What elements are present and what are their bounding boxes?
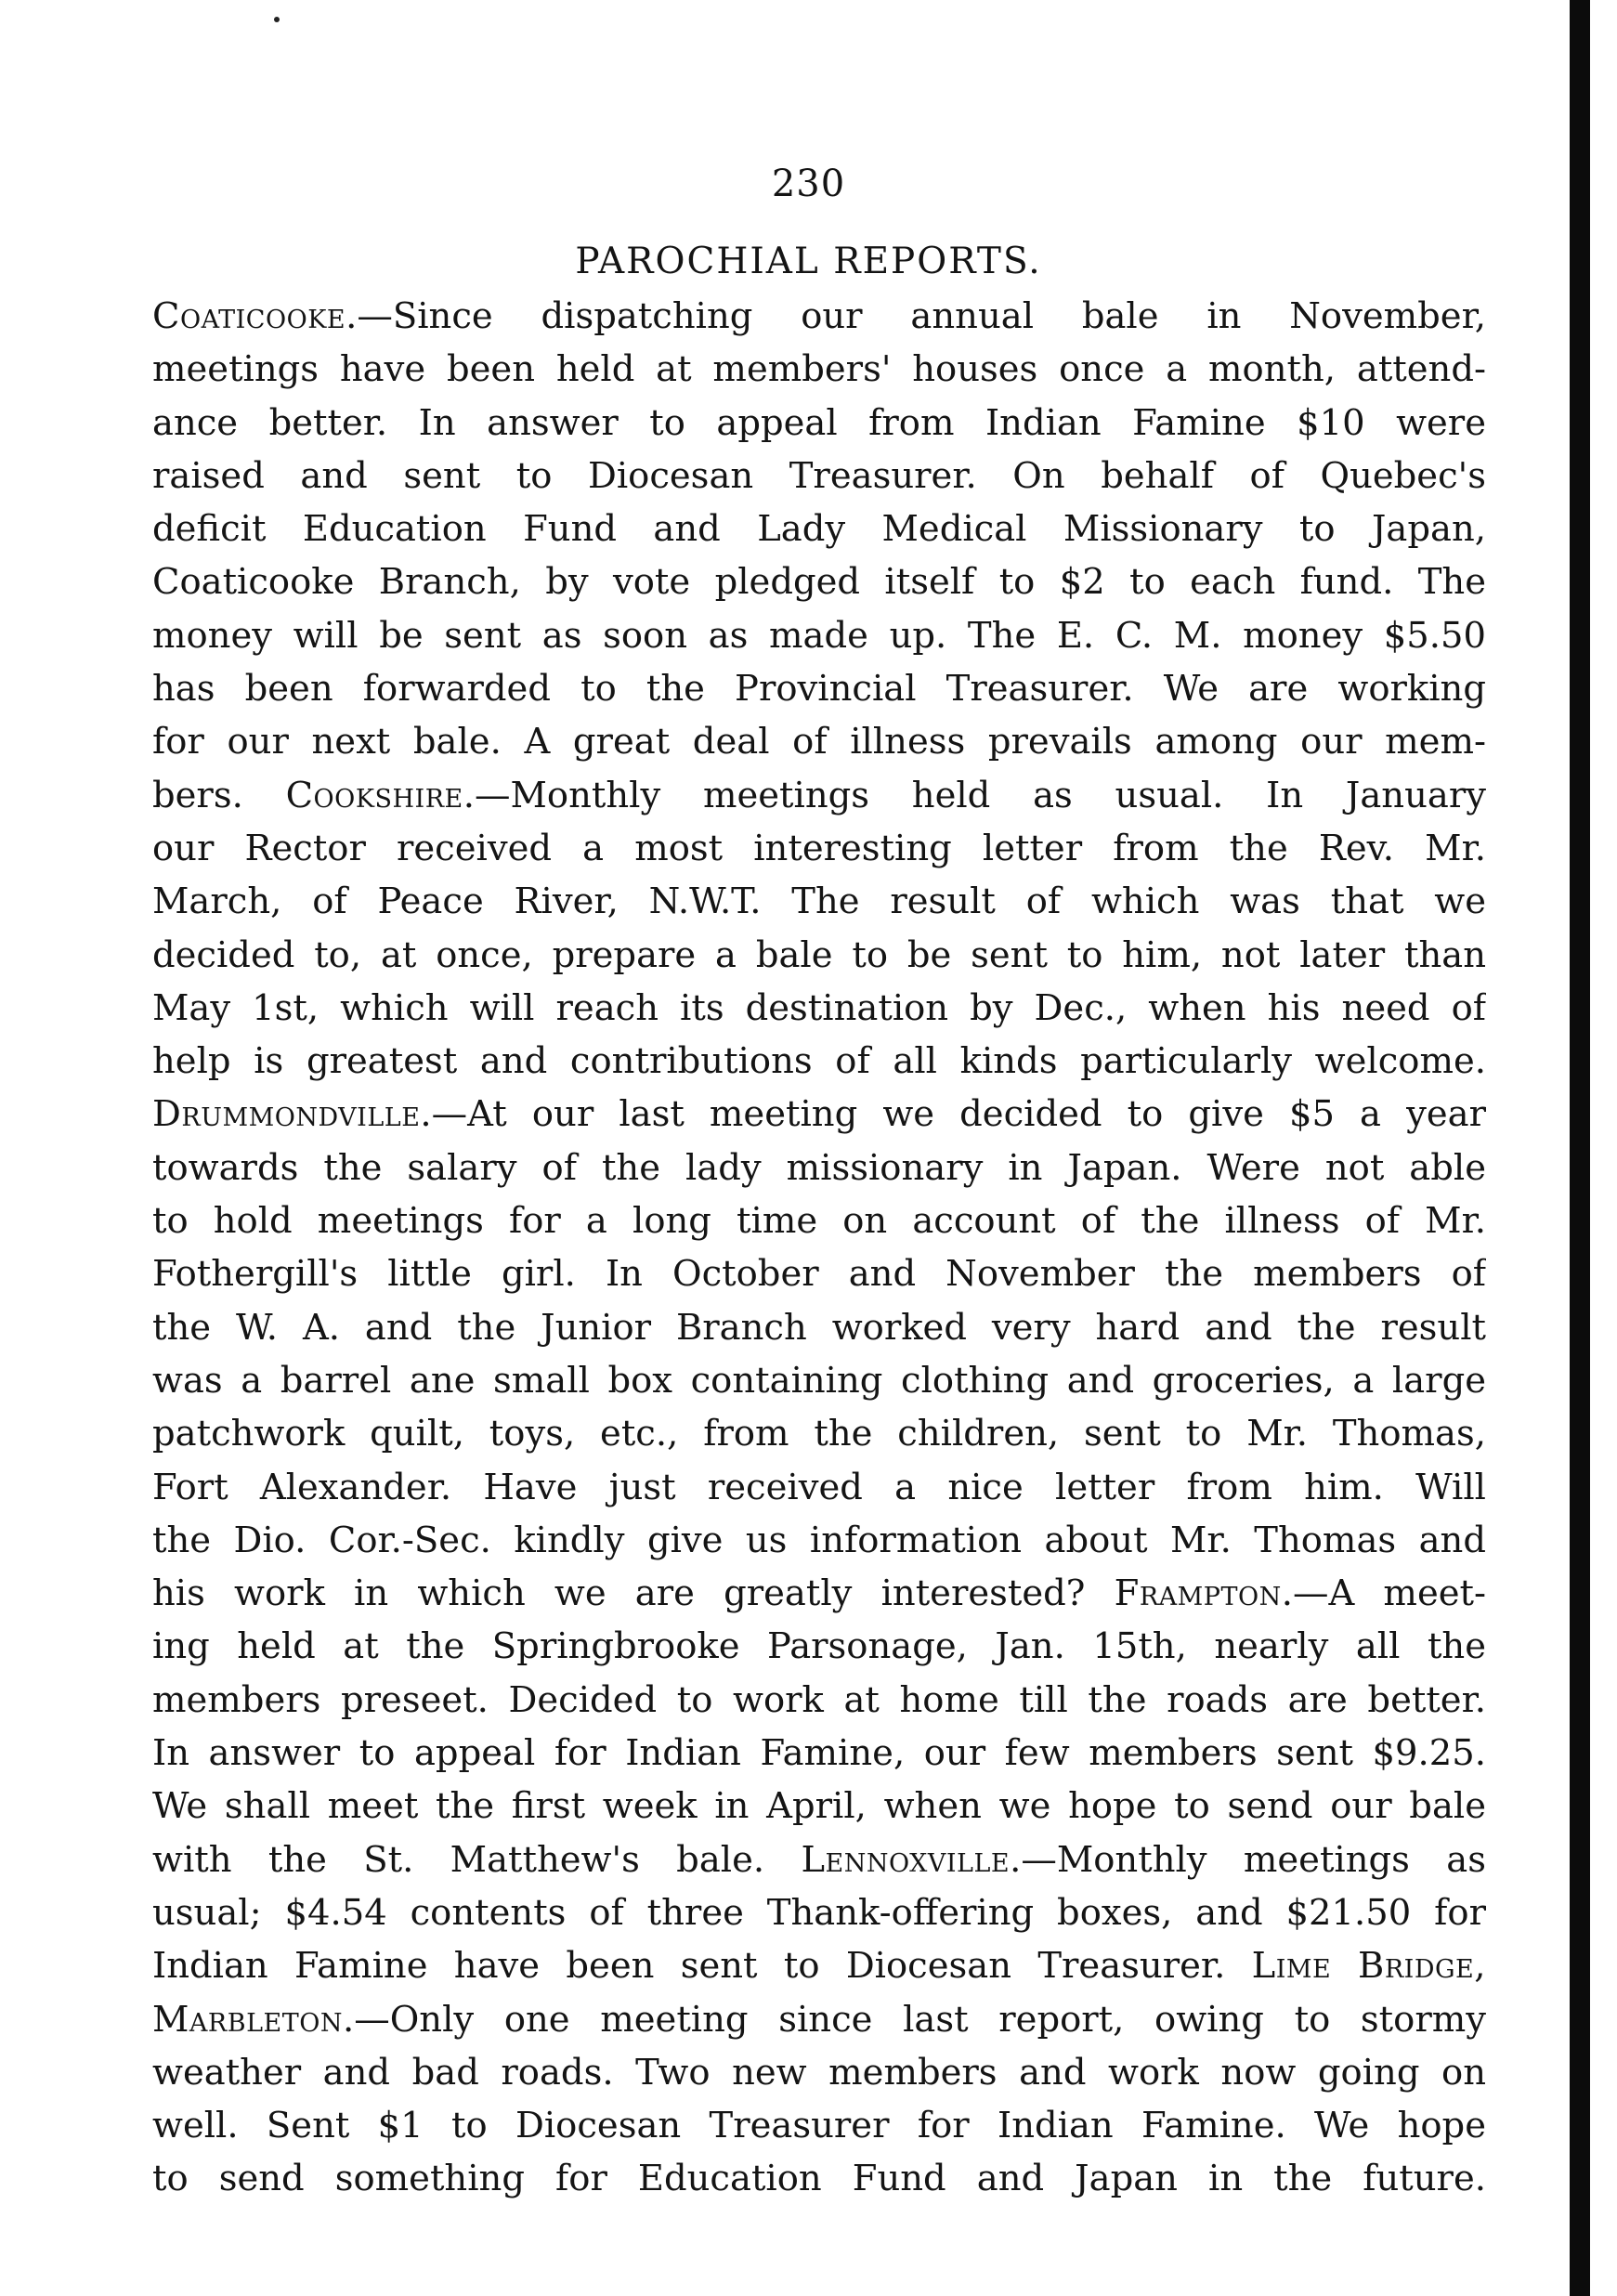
text-line: [152, 1780, 1486, 1833]
text-run: his work in which we are greatly interested?: [152, 1572, 1115, 1615]
text-line: [152, 2152, 1486, 2205]
text-run: March, of Peace River, N.W.T. The result of which was that we: [152, 881, 1486, 923]
text-line: [152, 1194, 1486, 1247]
text-run: help is greatest and contributions of all kinds particularly welcome.: [152, 1040, 1486, 1083]
text-run: members preseet. Decided to work at home till the roads are better.: [152, 1678, 1486, 1721]
text-line: [152, 1247, 1486, 1300]
text-run: raised and sent to Diocesan Treasurer. On behalf of Quebec's: [152, 454, 1486, 497]
text-run: was a barrel ane small box containing clothing and groceries, a large: [152, 1359, 1486, 1402]
text-run: with the St. Matthew's bale.: [152, 1838, 802, 1881]
text-run: to send something for Education Fund and Japan in the future.: [152, 2158, 1486, 2200]
text-run: deficit Education Fund and Lady Medical Missionary to Japan,: [152, 508, 1486, 551]
text-line: [152, 290, 1486, 343]
report-body: [152, 290, 1486, 2206]
text-line: [152, 1514, 1486, 1567]
text-run: Coaticooke Branch, by vote pledged itself to $2 to each fund. The: [152, 561, 1486, 604]
text-run: .—A meet-: [1281, 1572, 1486, 1615]
text-line: [152, 609, 1486, 662]
text-run: We shall meet the first week in April, when we hope to send our bale: [152, 1785, 1486, 1828]
text-line: [152, 1993, 1486, 2046]
text-line: [152, 2099, 1486, 2152]
text-run: the Dio. Cor.-Sec. kindly give us information about Mr. Thomas and: [152, 1519, 1486, 1561]
text-line: [152, 502, 1486, 555]
text-run: our Rector received a most interesting letter from the Rev. Mr.: [152, 827, 1486, 869]
text-line: [152, 555, 1486, 608]
text-run: to hold meetings for a long time on account of the illness of Mr.: [152, 1200, 1486, 1243]
text-line: [152, 1088, 1486, 1141]
text-line: [152, 662, 1486, 715]
text-run: usual; $4.54 contents of three Thank-offering boxes, and $21.50 for: [152, 1891, 1486, 1934]
text-line: [152, 2046, 1486, 2099]
text-run: Indian Famine have been sent to Diocesan Treasurer.: [152, 1945, 1252, 1988]
place-name: Marbleton: [152, 1998, 343, 2041]
place-name: Frampton: [1114, 1572, 1282, 1615]
text-line: [152, 1674, 1486, 1727]
page-number: 230: [771, 163, 846, 205]
text-line: [152, 1620, 1486, 1673]
text-line: [152, 1354, 1486, 1407]
place-name: Cookshire: [285, 774, 463, 816]
text-line: [152, 875, 1486, 928]
text-run: ing held at the Springbrooke Parsonage, Jan. 15th, nearly all the: [152, 1625, 1486, 1668]
text-run: bers.: [152, 774, 286, 816]
text-line: [152, 1886, 1486, 1939]
text-run: for our next bale. A great deal of illness prevails among our mem-: [152, 721, 1486, 763]
page-heading: PAROCHIAL REPORTS.: [575, 241, 1042, 282]
place-name: Coaticooke: [152, 295, 346, 337]
place-name: Lennoxville: [801, 1838, 1011, 1881]
text-line: [152, 1301, 1486, 1354]
text-line: [152, 1035, 1486, 1088]
text-run: ance better. In answer to appeal from Indian Famine $10 were: [152, 401, 1486, 444]
text-run: Fort Alexander. Have just received a nice letter from him. Will: [152, 1466, 1486, 1508]
text-run: .—Only one meeting since last report, owing to stormy: [343, 1998, 1486, 2041]
text-run: weather and bad roads. Two new members and work now going on: [152, 2051, 1486, 2094]
text-run: money will be sent as soon as made up. The E. C. M. money $5.50: [152, 614, 1486, 657]
text-line: [152, 1407, 1486, 1460]
text-run: Fothergill's little girl. In October and November the members of: [152, 1253, 1486, 1296]
text-line: [152, 1939, 1486, 1992]
text-run: the W. A. and the Junior Branch worked very hard and the result: [152, 1306, 1486, 1349]
binding-edge-shadow: [1570, 0, 1590, 2296]
place-name: Lime Bridge,: [1251, 1945, 1486, 1988]
text-run: patchwork quilt, toys, etc., from the children, sent to Mr. Thomas,: [152, 1413, 1486, 1455]
text-line: [152, 397, 1486, 450]
place-name: Drummondville: [152, 1093, 421, 1136]
text-run: .—Monthly meetings held as usual. In January: [463, 774, 1486, 816]
text-run: In answer to appeal for Indian Famine, our few members sent $9.25.: [152, 1732, 1486, 1775]
text-line: [152, 982, 1486, 1035]
text-line: [152, 715, 1486, 768]
text-line: [152, 769, 1486, 822]
text-line: [152, 343, 1486, 396]
text-line: [152, 450, 1486, 502]
ink-speck: [274, 17, 280, 22]
text-line: [152, 822, 1486, 875]
text-run: .—Monthly meetings as: [1010, 1838, 1486, 1881]
text-run: well. Sent $1 to Diocesan Treasurer for Indian Famine. We hope: [152, 2105, 1486, 2147]
text-line: [152, 1141, 1486, 1194]
text-line: [152, 1833, 1486, 1886]
text-line: [152, 1567, 1486, 1620]
text-run: .—Since dispatching our annual bale in November,: [346, 295, 1486, 337]
text-line: [152, 929, 1486, 982]
text-line: [152, 1461, 1486, 1514]
text-run: decided to, at once, prepare a bale to be sent to him, not later than: [152, 933, 1486, 976]
text-run: towards the salary of the lady missionary in Japan. Were not able: [152, 1146, 1486, 1189]
text-run: meetings have been held at members' houses once a month, attend-: [152, 348, 1486, 391]
text-run: .—At our last meeting we decided to give $5 a year: [420, 1093, 1486, 1136]
text-run: has been forwarded to the Provincial Treasurer. We are working: [152, 668, 1486, 711]
text-run: May 1st, which will reach its destination by Dec., when his need of: [152, 986, 1486, 1029]
text-line: [152, 1727, 1486, 1780]
